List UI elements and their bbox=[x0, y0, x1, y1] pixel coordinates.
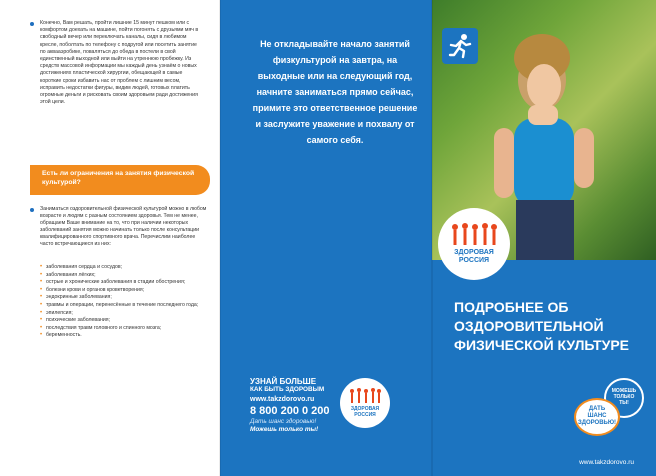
side-print-info bbox=[226, 205, 246, 435]
slogan-line-2: Можешь только ты! bbox=[250, 426, 319, 433]
list-item: • последствия травм головного и спинного мозга; bbox=[40, 325, 210, 333]
badge-line-3: ТЫ! bbox=[619, 400, 629, 406]
logo-line-2: РОССИЯ bbox=[354, 412, 376, 418]
badge-line-4: ДАТЬ bbox=[588, 406, 606, 412]
bullet-icon bbox=[30, 208, 34, 212]
badge-line-6: ЗДОРОВЬЮ! bbox=[577, 420, 617, 426]
fold-line bbox=[431, 0, 433, 476]
badge-line-5: ШАНС bbox=[587, 413, 607, 419]
question-banner bbox=[30, 165, 210, 195]
logo-line-1: ЗДОРОВАЯ bbox=[350, 406, 380, 412]
brochure-title: ПОДРОБНЕЕ ОБ ОЗДОРОВИТЕЛЬНОЙ ФИЗИЧЕСКОЙ КУЛЬТУРЕ bbox=[454, 299, 629, 353]
list-item: • острые и хронические заболевания в стадии обострения; bbox=[40, 279, 210, 287]
list-intro: Заниматься оздоровительной физической культурой можно в любом возрасте и людям с разным состоянием здоровья. Тем не менее, обращаем Ваше внимание на то, что при наличии некоторых заболеваний занятия можно начинать только после консультации квалифицированного спортивного врача. Перечислим наиболее часто встречающиеся из них: bbox=[40, 206, 207, 247]
title-block bbox=[432, 260, 656, 476]
list-item: • беременность. bbox=[40, 332, 210, 340]
badge-line-1: МОЖЕШЬ bbox=[611, 388, 637, 394]
badge-line-2: ТОЛЬКО bbox=[613, 394, 635, 400]
bullet-icon bbox=[30, 22, 34, 26]
list-item: • эпилепсия; bbox=[40, 310, 210, 318]
people-figures-icon bbox=[449, 223, 499, 249]
middle-panel bbox=[220, 0, 432, 476]
list-item: • эндокринные заболевания; bbox=[40, 294, 210, 302]
intro-paragraph: Конечно, Вам решать, пройти лишние 15 минут пешком или с комфортом доехать на машине, пойти погонять с друзьями мяч в свободный вечер или переключать каналы, сидя в любимом кресле, поболтать по телефону с подругой или посетить занятие по аквааэробике, поваляться до обеда в постели в свой единственный выходной или выйти на утреннюю пробежку. Из средств массовой информации мы каждый день узнаём о новых достижениях пластической хирургии, обещающей в самые короткие сроки избавить нас от проблем с лишним весом, исправить недостатки фигуры, видим людей, готовых платить огромные деньги и рисковать своим здоровьем ради достижения этой цели. bbox=[40, 20, 199, 106]
question-text: Есть ли ограничения на занятия физической культурой? bbox=[42, 170, 195, 186]
logo-line-2: РОССИЯ bbox=[458, 257, 490, 264]
healthy-russia-logo-small bbox=[340, 378, 390, 428]
right-panel bbox=[432, 0, 656, 476]
conditions-list bbox=[40, 264, 210, 340]
list-item: • болезни крови и органов кроветворения; bbox=[40, 287, 210, 295]
list-item: • травмы и операции, перенесённые в течение последнего года; bbox=[40, 302, 210, 310]
motivational-quote: Не откладывайте начало занятий физкультурой на завтра, на выходные или на следующий год, начните заниматься прямо сейчас, примите это ответственное решение и заслужите уважение и похвалу от самого себя. bbox=[252, 39, 418, 145]
healthy-russia-logo bbox=[438, 208, 510, 280]
left-panel bbox=[0, 0, 220, 476]
people-figures-icon bbox=[348, 388, 382, 406]
list-item: • заболевания сердца и сосудов; bbox=[40, 264, 210, 272]
list-item: • заболевания лёгких; bbox=[40, 272, 210, 280]
logo-line-1: ЗДОРОВАЯ bbox=[454, 249, 494, 256]
slogan-line-1: Дать шанс здоровью! bbox=[250, 418, 317, 425]
learn-more-subheading: КАК БЫТЬ ЗДОРОВЫМ bbox=[250, 386, 325, 393]
learn-more-heading: УЗНАЙ БОЛЬШЕ bbox=[250, 377, 317, 386]
website-url[interactable]: www.takzdorovo.ru bbox=[579, 459, 634, 466]
list-item: • психические заболевания; bbox=[40, 317, 210, 325]
slogan-badge bbox=[574, 378, 644, 436]
website-link[interactable]: www.takzdorovo.ru bbox=[250, 396, 315, 403]
fold-line bbox=[219, 0, 221, 476]
hotline-phone[interactable]: 8 800 200 0 200 bbox=[250, 405, 330, 417]
runner-icon bbox=[442, 28, 478, 64]
